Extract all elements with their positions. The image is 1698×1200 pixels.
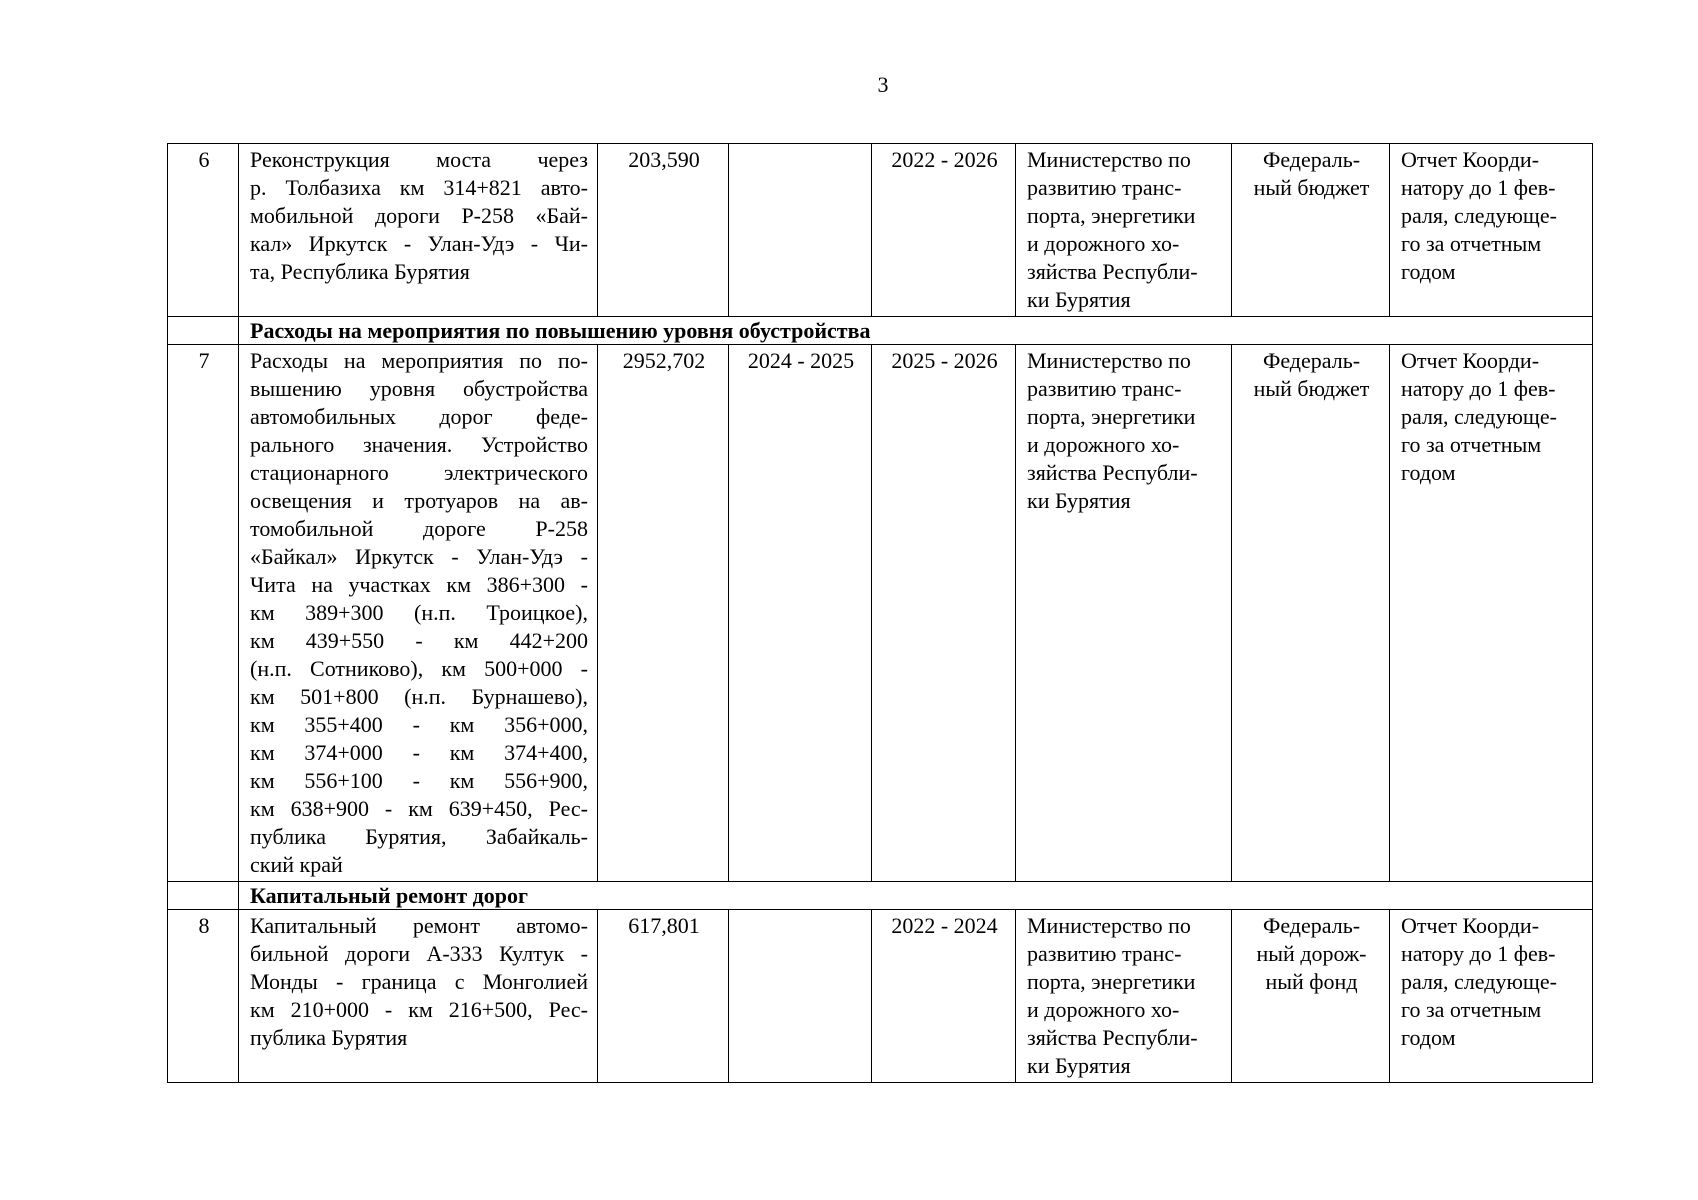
- funding-source-line: ный бюджет: [1253, 175, 1370, 200]
- report-form-line: Отчет Коорди-: [1401, 147, 1540, 172]
- measure-name-line: «Байкал» Иркутск - Улан-Удэ -: [250, 544, 588, 569]
- report-form-cell: [1390, 910, 1593, 1083]
- section-title: Капитальный ремонт дорог: [250, 883, 529, 908]
- measures-table: [167, 143, 1593, 1083]
- measure-name-line: км 638+900 - км 639+450, Рес-: [250, 796, 588, 821]
- responsible-executor-line: ки Бурятия: [1027, 287, 1131, 312]
- report-form-line: натору до 1 фев-: [1401, 175, 1556, 200]
- measure-name-line: Капитальный ремонт автомо-: [250, 913, 588, 938]
- measure-name-line: освещения и тротуаров на ав-: [250, 488, 588, 513]
- funding-source-cell: [1232, 910, 1390, 1083]
- funding-source-line: ный фонд: [1265, 969, 1358, 994]
- section-row: [168, 317, 1593, 345]
- report-form-line: го за отчетным: [1401, 997, 1542, 1022]
- funding-amount: 2952,702: [598, 345, 729, 882]
- report-form-line: годом: [1401, 460, 1456, 485]
- measure-name-line: р. Толбазиха км 314+821 авто-: [250, 175, 588, 200]
- responsible-executor-line: порта, энергетики: [1027, 203, 1196, 228]
- measure-name-line: публика Бурятия: [250, 1025, 408, 1050]
- row-number: 8: [168, 910, 239, 1083]
- report-form-line: натору до 1 фев-: [1401, 376, 1556, 401]
- responsible-executor-line: зяйства Республи-: [1027, 1025, 1198, 1050]
- completion-term: 2025 - 2026: [872, 345, 1016, 882]
- responsible-executor-line: развитию транс-: [1027, 941, 1182, 966]
- row-number: 6: [168, 144, 239, 317]
- responsible-executor-line: порта, энергетики: [1027, 404, 1196, 429]
- report-form-line: го за отчетным: [1401, 432, 1542, 457]
- responsible-executor-line: развитию транс-: [1027, 175, 1182, 200]
- responsible-executor-cell: [1016, 144, 1232, 317]
- table-row: [168, 345, 1593, 882]
- responsible-executor-line: Министерство по: [1027, 348, 1191, 373]
- report-form-line: раля, следующе-: [1401, 969, 1557, 994]
- funding-amount: 617,801: [598, 910, 729, 1083]
- funding-source-cell: [1232, 144, 1390, 317]
- responsible-executor-line: Министерство по: [1027, 147, 1191, 172]
- measure-name-line: рального значения. Устройство: [250, 432, 588, 457]
- responsible-executor-line: зяйства Республи-: [1027, 460, 1198, 485]
- measure-name-cell: [239, 144, 598, 317]
- measure-name-line: км 355+400 - км 356+000,: [250, 712, 588, 737]
- funding-source-line: Федераль-: [1262, 913, 1361, 938]
- funding-source-cell: [1232, 345, 1390, 882]
- measure-name-cell: [239, 910, 598, 1083]
- funding-source-line: Федераль-: [1262, 147, 1361, 172]
- responsible-executor-line: и дорожного хо-: [1027, 432, 1180, 457]
- implementation-period: 2024 - 2025: [729, 345, 872, 882]
- measure-name-line: км 501+800 (н.п. Бурнашево),: [250, 684, 588, 709]
- report-form-line: годом: [1401, 1025, 1456, 1050]
- completion-term: 2022 - 2024: [872, 910, 1016, 1083]
- row-number: 7: [168, 345, 239, 882]
- implementation-period: [729, 144, 872, 317]
- measure-name-line: публика Бурятия, Забайкаль-: [250, 824, 588, 849]
- measure-name-line: ский край: [250, 852, 343, 877]
- table-row: [168, 910, 1593, 1083]
- responsible-executor-cell: [1016, 345, 1232, 882]
- section-row: [168, 882, 1593, 910]
- report-form-line: годом: [1401, 259, 1456, 284]
- table-body: [168, 144, 1593, 1083]
- responsible-executor-line: ки Бурятия: [1027, 1053, 1131, 1078]
- measure-name-line: вышению уровня обустройства: [250, 376, 588, 401]
- completion-term: 2022 - 2026: [872, 144, 1016, 317]
- measure-name-cell: [239, 345, 598, 882]
- section-title-cell: [239, 317, 1593, 345]
- funding-amount: 203,590: [598, 144, 729, 317]
- report-form-line: раля, следующе-: [1401, 404, 1557, 429]
- measure-name-line: Реконструкция моста через: [250, 147, 588, 172]
- measure-name-line: км 389+300 (н.п. Троицкое),: [250, 600, 588, 625]
- report-form-line: натору до 1 фев-: [1401, 941, 1556, 966]
- responsible-executor-line: порта, энергетики: [1027, 969, 1196, 994]
- report-form-line: раля, следующе-: [1401, 203, 1557, 228]
- measure-name-line: км 374+000 - км 374+400,: [250, 740, 588, 765]
- report-form-line: Отчет Коорди-: [1401, 913, 1540, 938]
- measure-name-line: Расходы на мероприятия по по-: [250, 348, 588, 373]
- report-form-cell: [1390, 345, 1593, 882]
- page-number: 3: [877, 72, 889, 97]
- measure-name-line: Чита на участках км 386+300 -: [250, 572, 588, 597]
- measure-name-line: автомобильных дорог феде-: [250, 404, 588, 429]
- responsible-executor-line: зяйства Республи-: [1027, 259, 1198, 284]
- measure-name-line: томобильной дороге Р-258: [250, 516, 588, 541]
- report-form-cell: [1390, 144, 1593, 317]
- implementation-period: [729, 910, 872, 1083]
- report-form-line: го за отчетным: [1401, 231, 1542, 256]
- measure-name-line: бильной дороги А-333 Култук -: [250, 941, 588, 966]
- measure-name-line: км 439+550 - км 442+200: [250, 628, 588, 653]
- measure-name-line: мобильной дороги Р-258 «Бай-: [250, 203, 588, 228]
- funding-source-line: ный бюджет: [1253, 376, 1370, 401]
- responsible-executor-line: ки Бурятия: [1027, 488, 1131, 513]
- responsible-executor-line: и дорожного хо-: [1027, 997, 1180, 1022]
- responsible-executor-line: и дорожного хо-: [1027, 231, 1180, 256]
- report-form-line: Отчет Коорди-: [1401, 348, 1540, 373]
- measure-name-line: кал» Иркутск - Улан-Удэ - Чи-: [250, 231, 588, 256]
- section-title: Расходы на мероприятия по повышению уровня обустройства: [250, 318, 871, 343]
- measure-name-line: (н.п. Сотниково), км 500+000 -: [250, 656, 588, 681]
- responsible-executor-line: развитию транс-: [1027, 376, 1182, 401]
- section-num-cell: [168, 882, 239, 910]
- measure-name-line: стационарного электрического: [250, 460, 588, 485]
- measure-name-line: Монды - граница с Монголией: [250, 969, 588, 994]
- funding-source-line: ный дорож-: [1256, 941, 1367, 966]
- measure-name-line: км 556+100 - км 556+900,: [250, 768, 588, 793]
- measure-name-line: та, Республика Бурятия: [250, 259, 470, 284]
- responsible-executor-line: Министерство по: [1027, 913, 1191, 938]
- table-row: [168, 144, 1593, 317]
- section-num-cell: [168, 317, 239, 345]
- funding-source-line: Федераль-: [1262, 348, 1361, 373]
- section-title-cell: [239, 882, 1593, 910]
- measure-name-line: км 210+000 - км 216+500, Рес-: [250, 997, 588, 1022]
- responsible-executor-cell: [1016, 910, 1232, 1083]
